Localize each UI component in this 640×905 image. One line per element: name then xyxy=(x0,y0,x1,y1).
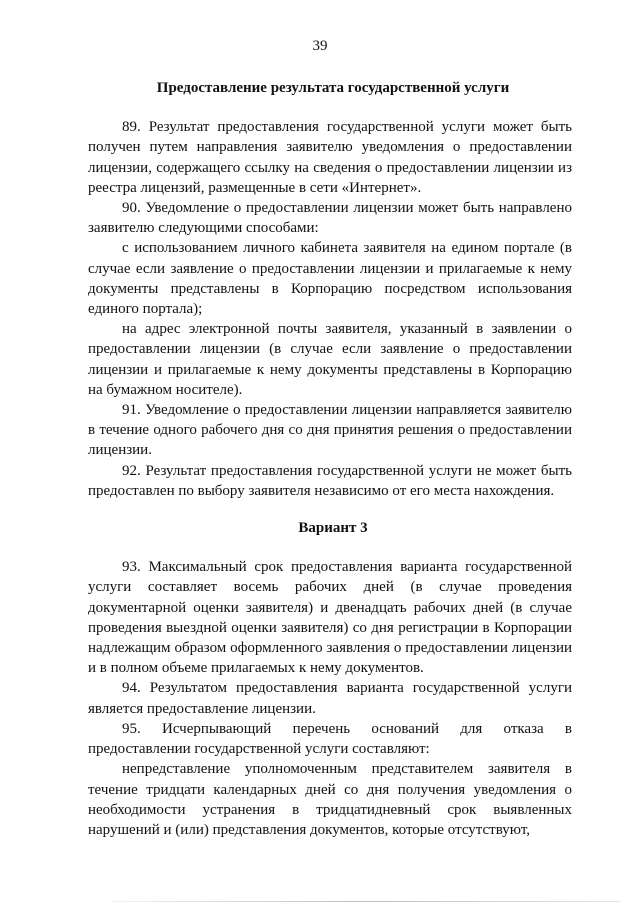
paragraph-89: 89. Результат предоставления государственной услуги может быть получен путем направления заявителю уведомления о предоставлении лицензии, содержащего ссылку на сведения о предоставлении лицензии из реестра лицензий, размещенные в сети «Интернет». xyxy=(88,119,572,196)
section-heading-result: Предоставление результата государственной услуги xyxy=(156,80,510,96)
section-heading-variant-3: Вариант 3 xyxy=(298,520,368,537)
paragraph-94: 94. Результатом предоставления варианта государственной услуги является предоставление лицензии. xyxy=(88,680,572,717)
paragraph-92: 92. Результат предоставления государственной услуги не может быть предоставлен по выбору заявителя независимо от его места нахождения. xyxy=(88,462,572,499)
paragraph-95: 95. Исчерпывающий перечень оснований для отказа в предоставлении государственной услуги составляют: xyxy=(88,720,572,758)
paragraph-90-method-email: на адрес электронной почты заявителя, указанный в заявлении о предоставлении лицензии (в случае если заявление о предоставлении лицензии и прилагаемые к нему документы представлены в Корпорацию на бумажном носителе). xyxy=(88,321,572,398)
paragraph-90-method-portal: с использованием личного кабинета заявителя на едином портале (в случае если заявление о предоставлении лицензии и прилагаемые к нему документы представлены в Корпорацию посредством использования единого портала); xyxy=(88,240,572,318)
paragraph-90: 90. Уведомление о предоставлении лицензии может быть направлено заявителю следующими способами: xyxy=(88,200,572,237)
paragraph-93: 93. Максимальный срок предоставления варианта государственной услуги составляет восемь рабочих дней (в случае проведения документарной оценки заявителя) и двенадцать рабочих дней (в случае проведения выездной оценки заявителя) со дня регистрации в Корпорации надлежащим образом оформленного заявления о предоставлении лицензии и в полном объеме прилагаемых к нему документов. xyxy=(88,559,572,677)
scan-edge-line xyxy=(110,901,620,902)
paragraph-95-item-1: непредставление уполномоченным представителем заявителя в течение тридцати календарных дней со дня получения уведомления о необходимости устранения в тридцатидневный срок выявленных нарушений и (или) представления документов, которые отсутствуют, xyxy=(88,761,572,838)
paragraph-91: 91. Уведомление о предоставлении лицензии направляется заявителю в течение одного рабочего дня со дня принятия решения о предоставлении лицензии. xyxy=(88,402,572,459)
page-number: 39 xyxy=(312,38,328,54)
document-body xyxy=(88,78,572,840)
